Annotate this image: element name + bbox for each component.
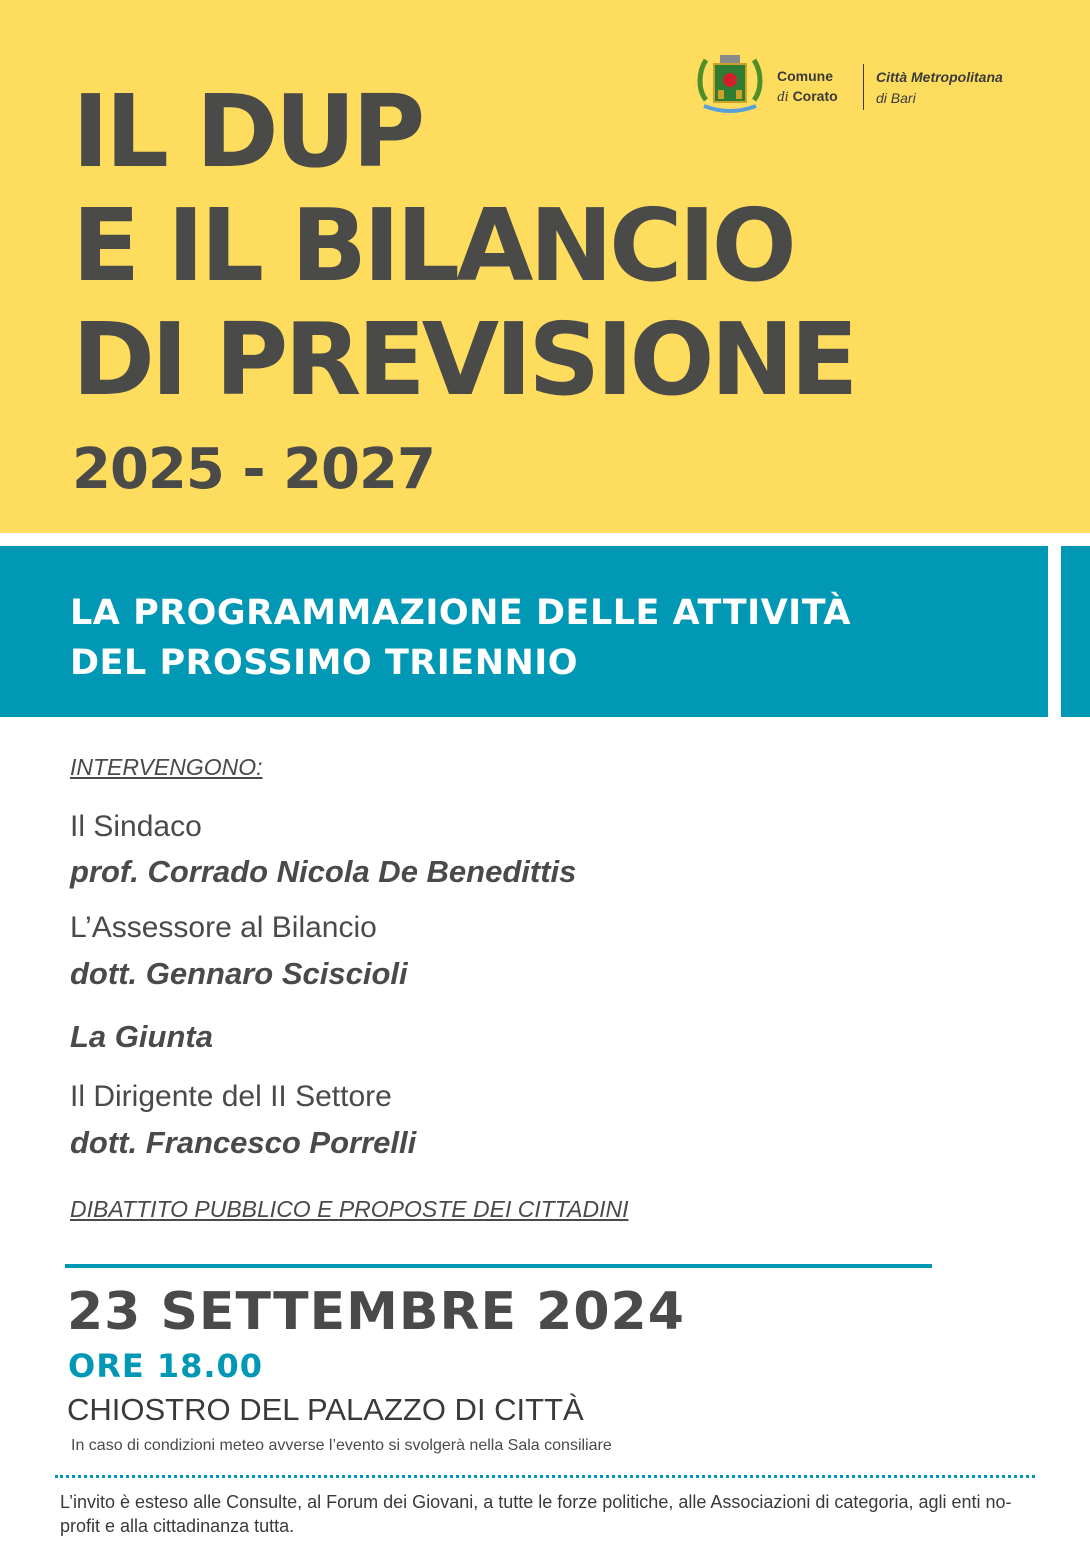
speaker-name-mayor: prof. Corrado Nicola De Benedittis [70,854,577,889]
subtitle-line-2: DEL PROSSIMO TRIENNIO [70,643,579,683]
date-divider [65,1264,932,1268]
city-crest-icon [696,52,764,118]
subtitle-line-1: LA PROGRAMMAZIONE DELLE ATTIVITÀ [70,593,851,633]
event-time: ORE 18.00 [68,1347,264,1385]
title-line-1: IL DUP [72,73,422,190]
comune-label: Comune [777,68,833,84]
speaker-role-director: Il Dirigente del II Settore [70,1080,392,1113]
weather-note: In caso di condizioni meteo avverse l’evento si svolgerà nella Sala consiliare [71,1437,612,1454]
comune-di: di [777,89,789,105]
title-years: 2025 - 2027 [72,437,435,502]
logo-divider [863,64,864,110]
footer-divider [55,1475,1035,1478]
invitation-text: L’invito è esteso alle Consulte, al Forum dei Giovani, a tutte le forze politiche, alle Associazioni di categoria, agli enti no-profit e alla cittadinanza tutta. [60,1492,1012,1536]
comune-logo [696,52,1036,124]
event-venue: CHIOSTRO DEL PALAZZO DI CITTÀ [67,1392,584,1427]
speaker-name-director: dott. Francesco Porrelli [70,1125,417,1160]
speakers-heading: INTERVENGONO: [70,754,263,780]
comune-place-name: Corato [792,88,838,104]
subtitle [70,588,851,688]
title-line-2: E IL BILANCIO [72,187,793,304]
debate-label: DIBATTITO PUBBLICO E PROPOSTE DEI CITTADINI [70,1196,629,1222]
metro-city-label: Città Metropolitana [876,69,1003,85]
comune-place [777,88,838,106]
title-line-3: DI PREVISIONE [72,301,855,418]
subtitle-band-edge [1061,546,1090,717]
speaker-role-mayor: Il Sindaco [70,810,202,843]
speaker-name-giunta: La Giunta [70,1019,213,1054]
speaker-name-assessor: dott. Gennaro Sciscioli [70,956,408,991]
metro-city-place: di Bari [876,90,916,106]
event-date: 23 SETTEMBRE 2024 [67,1282,685,1342]
speaker-role-assessor: L’Assessore al Bilancio [70,911,377,944]
